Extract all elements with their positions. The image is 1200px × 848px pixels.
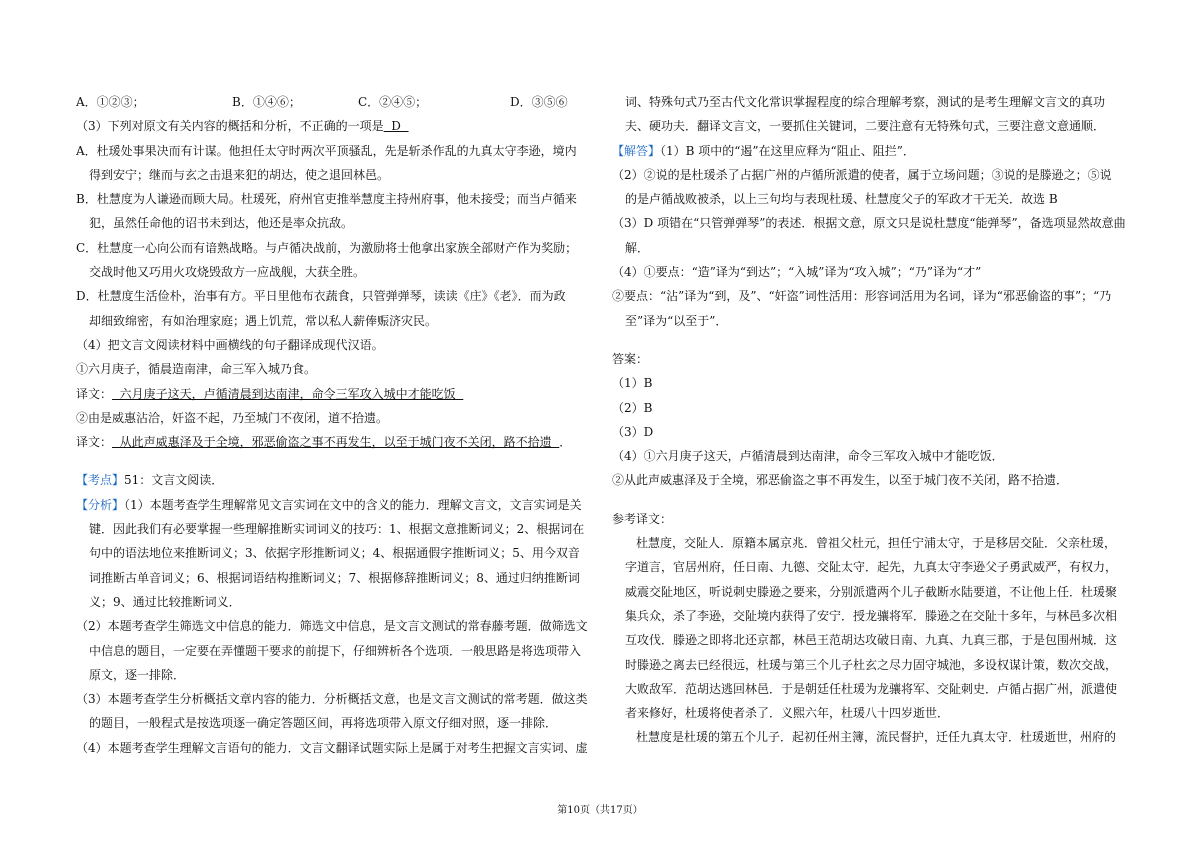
kaodian (76, 468, 596, 492)
answer-1: （1）B (612, 376, 653, 391)
choice-c-line-1: C．杜慧度一心向公而有谙熟战略。与卢循决战前，为激励将士他拿出家族全部财产作为奖励； (76, 240, 578, 255)
reference-line-9: 杜慧度是杜瑗的第五个儿子．起初任州主簿，流民督护，迁任九真太守．杜瑗逝世，州府的 (636, 730, 1117, 745)
translation-1 (76, 382, 596, 406)
option-a: A．①②③； (76, 95, 145, 109)
fenxi-line-4: 词推断古单音词义；6、根据词语结构推断词义；7、根据修辞推断词义；8、通过归纳推断词 (89, 570, 580, 585)
left-column (76, 90, 596, 760)
fenxi-line-7: 中信息的题目，一定要在弄懂题干要求的前提下，仔细辨析各个选项．一般思路是将选项带入 (89, 643, 582, 658)
jieda-line-5: 解． (625, 240, 650, 255)
choice-d-line-2: 却细致绵密，有如治理家庭；遇上饥荒，常以私人薪俸赈济灾民。 (89, 313, 438, 328)
question-3 (76, 114, 596, 138)
reference-line-3: 威震交阯地区，听说刺史滕逊之要来，分别派遣两个儿子截断水陆要道，不让他上任．杜瑗聚 (625, 584, 1118, 599)
reference-title: 参考译文： (612, 511, 673, 526)
choice-a-line-2: 得到安宁；继而与玄之击退来犯的胡达，使之退回林邑。 (89, 167, 390, 182)
translation-2-end: ． (559, 435, 572, 450)
jieda-line-3: 的是卢循战败被杀，以上三句均与表现杜瑗、杜慧度父子的军政才干无关．故选 B (625, 192, 1058, 207)
jieda-line-7: ②要点：“沾”译为“到，及”、“奸盗”词性活用：形容词活用为名词，译为“邪恶偷盗的事”；“乃 (612, 289, 1112, 304)
fenxi-line-6: （2）本题考查学生筛选文中信息的能力．筛选文中信息，是文言文测试的常春藤考题．做筛选文 (76, 619, 588, 634)
answer-5: ②从此声威惠泽及于全境，邪恶偷盗之事不再发生，以至于城门夜不关闭，路不拾遗． (612, 473, 1069, 488)
question-3-answer: D (383, 119, 409, 134)
answer-3: （3）D (612, 424, 654, 439)
q2-options (76, 90, 596, 114)
sentence-2: ②由是威惠沾洽，奸盗不起，乃至城门不夜闭，道不拾遗。 (76, 410, 389, 425)
reference-line-7: 大败敌军．范胡达逃回林邑．于是朝廷任杜瑗为龙骧将军、交阯刺史．卢循占据广州，派遣使 (625, 681, 1118, 696)
fenxi-line-5: 义；9、通过比较推断词义． (89, 594, 241, 609)
option-d: D．③⑤⑥ (510, 95, 568, 109)
translation-2-text: 从此声威惠泽及于全境，邪恶偷盗之事不再发生，以至于城门夜不关闭，路不拾遗 (112, 435, 560, 450)
page-footer: 第10页（共17页） (557, 805, 643, 816)
reference-line-4: 集兵众，杀了李逊，交阯境内获得了安宁．授龙骧将军．滕逊之在交阯十多年，与林邑多次相 (625, 608, 1118, 623)
fenxi-cont-2: 夫、硬功夫．翻译文言文，一要抓住关键词，二要注意有无特殊句式，三要注意文意通顺． (625, 119, 1106, 134)
option-b: B．①④⑥； (232, 95, 301, 109)
jieda-line-2: （2）②说的是杜瑗杀了占据广州的卢循所派遣的使者，属于立场问题；③说的是滕逊之；⑤说 (612, 167, 1112, 182)
choice-c-line-2: 交战时他又巧用火攻烧毁敌方一应战舰，大获全胜。 (89, 265, 366, 280)
answer-2: （2）B (612, 400, 653, 415)
fenxi-line-8: 原文，逐一排除． (89, 667, 186, 682)
translation-1-text: 六月庚子这天，卢循清晨到达南津，命令三军攻入城中才能吃饭 (112, 386, 464, 401)
jieda (612, 139, 1132, 163)
fenxi-line-9: （3）本题考查学生分析概括文章内容的能力．分析概括文意，也是文言文测试的常考题．做这类 (76, 692, 588, 707)
fenxi (76, 493, 596, 517)
kaodian-text: 51：文言文阅读． (124, 473, 224, 488)
reference-line-2: 字道言，官居州府，任日南、九德、交阯太守．起先，九真太守李逊父子勇武威严，有权力， (625, 560, 1118, 575)
fenxi-line-1: （1）本题考查学生理解常见文言实词在文中的含义的能力．理解文言文，文言实词是关 (124, 497, 582, 512)
kaodian-tag: 【考点】 (76, 473, 125, 488)
fenxi-line-3: 句中的语法地位来推断词义；3、依据字形推断词义；4、根据通假字推断词义；5、用今双音 (89, 546, 580, 561)
choice-b-line-2: 犯，虽然任命他的诏书未到达，他还是率众抗敌。 (89, 216, 354, 231)
answer-4: （4）①六月庚子这天，卢循清晨到达南津，命令三军攻入城中才能吃饭． (612, 449, 1004, 464)
reference-line-5: 互攻伐．滕逊之即将北还京都，林邑王范胡达攻破日南、九真、九真三郡，于是包围州城．这 (625, 633, 1118, 648)
right-column (612, 90, 1132, 750)
question-3-text: （3）下列对原文有关内容的概括和分析，不正确的一项是 (76, 119, 384, 134)
jieda-line-1: （1）B 项中的“遏”在这里应释为“阻止、阻拦”． (660, 143, 915, 158)
question-4: （4）把文言文阅读材料中画横线的句子翻译成现代汉语。 (76, 337, 384, 352)
jieda-line-8: 至”译为“以至于”． (625, 313, 728, 328)
sentence-1: ①六月庚子，循晨造南津，命三军入城乃食。 (76, 362, 317, 377)
answer-title: 答案： (612, 351, 649, 366)
jieda-line-4: （3）D 项错在“只管弹弹琴”的表述．根据文意，原文只是说杜慧度“能弹琴”，备选项显然故意曲 (612, 216, 1126, 231)
choice-a-line-1: A．杜瑗处事果决而有计谋。他担任太守时两次平顶骚乱，先是斩杀作乱的九真太守李逊，境内 (76, 143, 577, 158)
choice-b-line-1: B．杜慧度为人谦逊而顾大局。杜瑗死，府州官吏推举慧度主持州府事，他未接受；而当卢循来 (76, 192, 577, 207)
fenxi-line-2: 键．因此我们有必要掌握一些理解推断实词词义的技巧：1、根据文意推断词义；2、根据词在 (89, 522, 585, 537)
translation-label: 译文： (76, 386, 113, 401)
jieda-tag: 【解答】 (612, 143, 661, 158)
option-c: C．②④⑤； (358, 95, 428, 109)
jieda-line-6: （4）①要点：“造”译为“到达”；“入城”译为“攻入城”；“乃”译为“才” (612, 265, 982, 280)
fenxi-tag: 【分析】 (76, 497, 125, 512)
fenxi-line-11: （4）本题考查学生理解文言语句的能力．文言文翻译试题实际上是属于对考生把握文言实词、虚 (76, 740, 588, 755)
reference-line-1: 杜慧度，交阯人．原籍本属京兆．曾祖父杜元，担任宁浦太守，于是移居交阯．父亲杜瑗， (636, 536, 1117, 551)
reference-line-8: 者来修好，杜瑗将使者杀了．义熙六年，杜瑗八十四岁逝世． (625, 706, 950, 721)
choice-d-line-1: D．杜慧度生活俭朴，治事有方。平日里他布衣蔬食，只管弹弹琴，读读《庄》《老》．而为政 (76, 289, 566, 304)
reference-line-6: 时滕逊之离去已经很远，杜瑗与第三个儿子杜玄之尽力固守城池，多设权谋计策，数次交战， (625, 657, 1118, 672)
translation-2 (76, 430, 596, 454)
translation-label: 译文： (76, 435, 113, 450)
fenxi-line-10: 的题目，一般程式是按选项逐一确定答题区间，再将选项带入原文仔细对照，逐一排除． (89, 716, 558, 731)
fenxi-cont-1: 词、特殊句式乃至古代文化常识掌握程度的综合理解考察，测试的是考生理解文言文的真功 (625, 95, 1106, 109)
